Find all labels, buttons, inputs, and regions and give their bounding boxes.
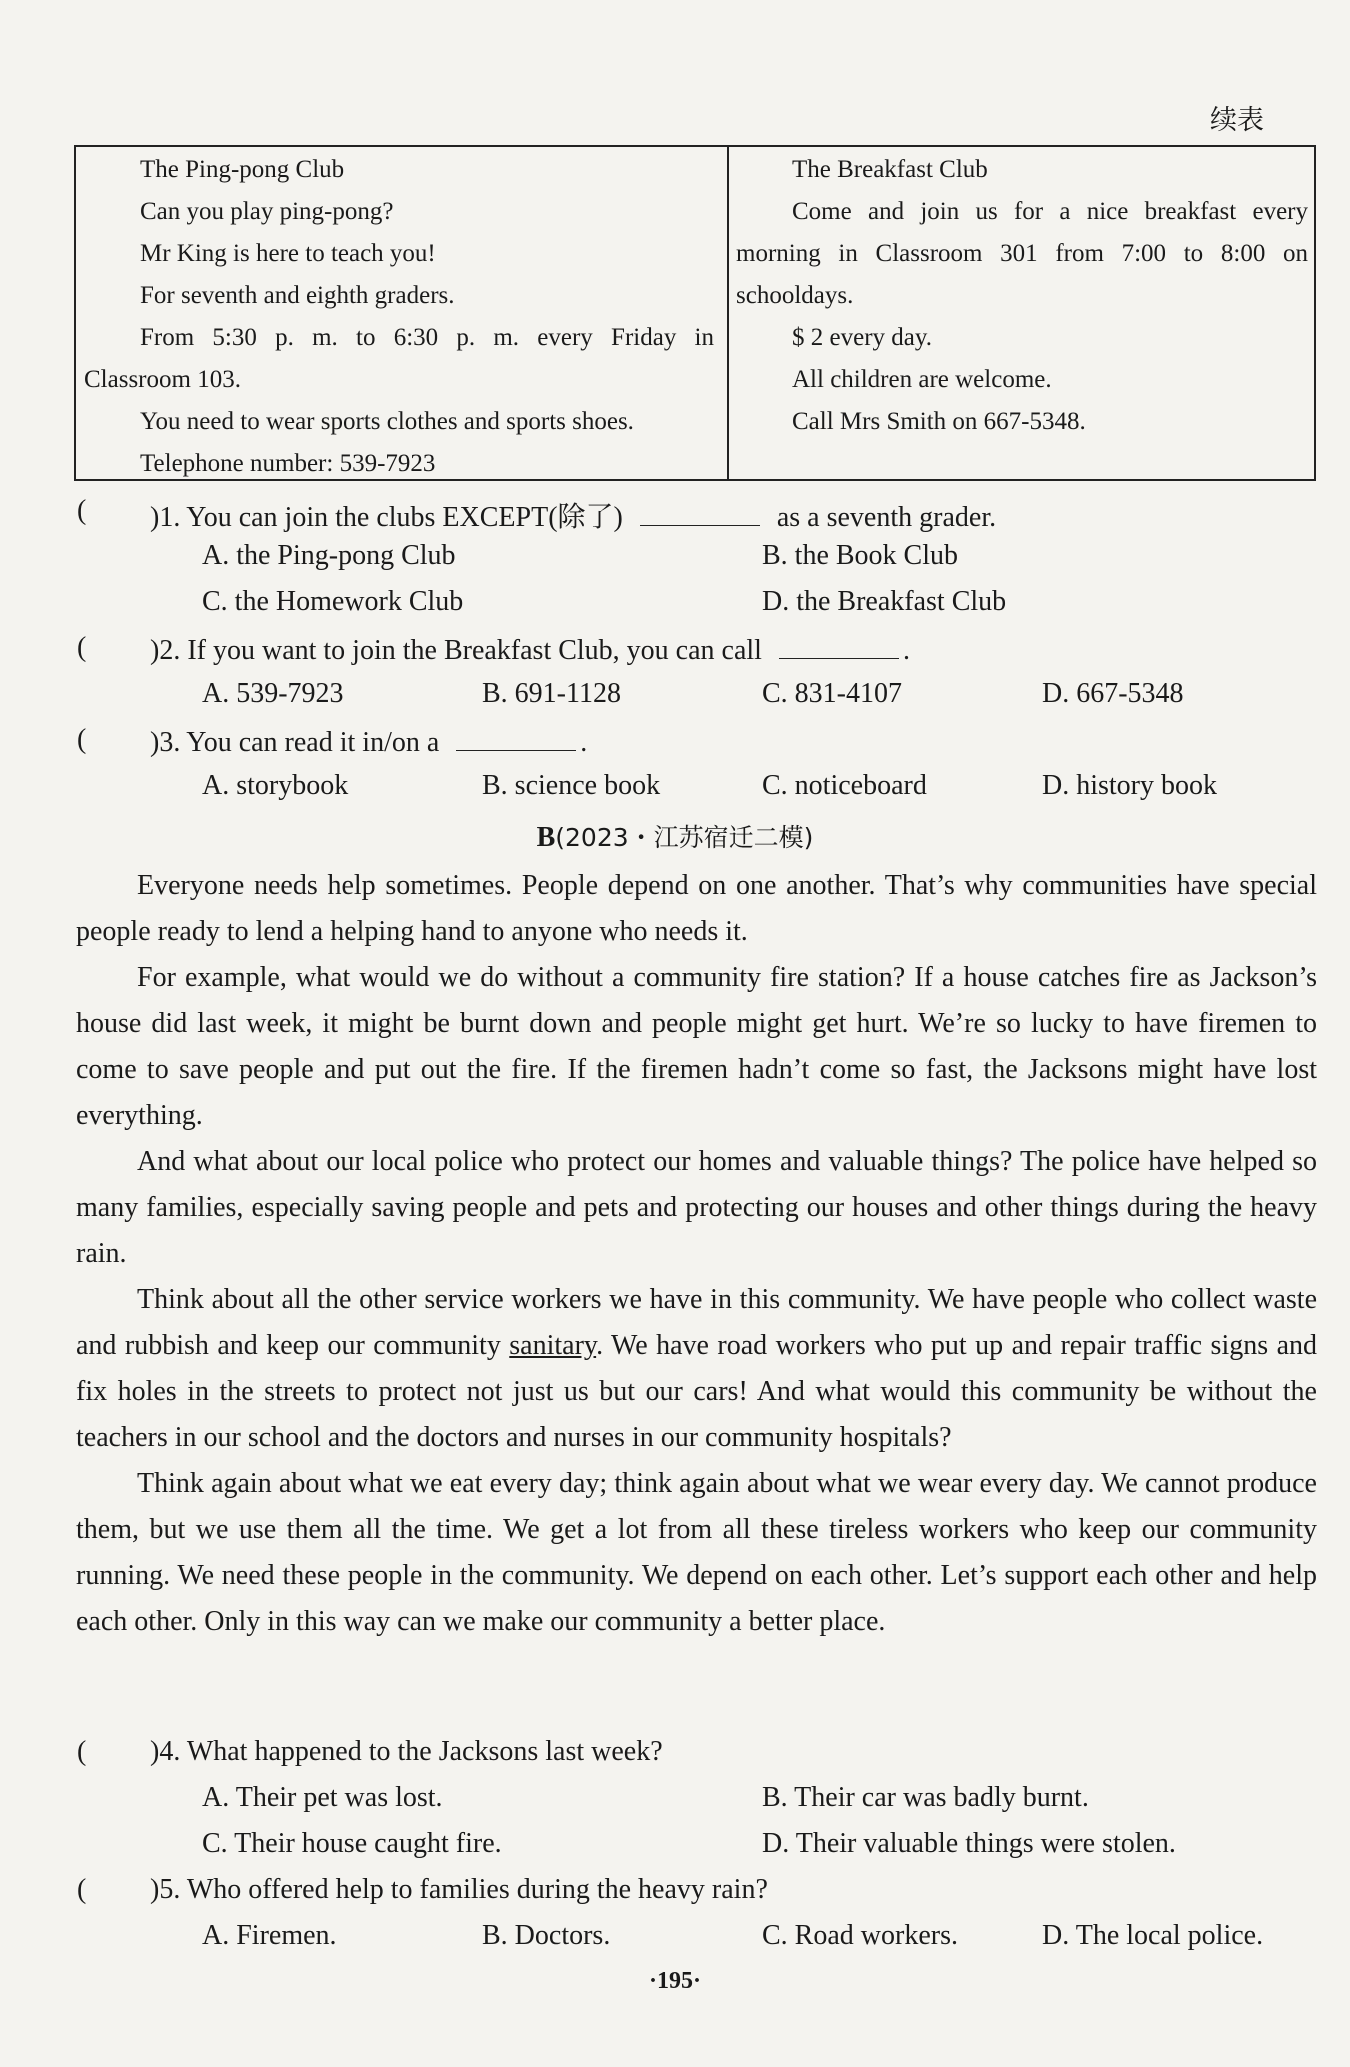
pingpong-line: Mr King is here to teach you! [140, 240, 436, 267]
option[interactable]: A. 539-7923 [202, 678, 344, 709]
answer-blank[interactable] [456, 724, 576, 751]
option[interactable]: C. Road workers. [762, 1920, 958, 1951]
clubs-table [74, 145, 1316, 481]
passage-paragraph: For example, what would we do without a community fire station? If a house catches fire as Jackson’s house did last week, it might be burnt down and people might get hurt. We’re so lucky to have firemen to come to save people and put out the fire. If the firemen hadn’t come so fast, the Jacksons might have lost everything. [76, 962, 1317, 1131]
option[interactable]: A. Firemen. [202, 1920, 337, 1951]
pingpong-club-cell [84, 147, 714, 485]
passage-text: . We have road workers who put up and repair traffic signs and fix holes in the streets to protect not just us but our cars! And what would this community be without the teachers in our school and the doctors and nurses in our community hospitals? [76, 1330, 1317, 1453]
answer-paren: ( [77, 495, 87, 526]
breakfast-phone: Call Mrs Smith on 667-5348. [792, 408, 1086, 435]
question-stem: )2. If you want to join the Breakfast Club, you can call [150, 635, 762, 666]
pingpong-line: Classroom 103. [84, 366, 241, 393]
question-1 [150, 495, 996, 535]
option[interactable]: D. the Breakfast Club [762, 586, 1007, 617]
page-number: ·195· [648, 1968, 701, 1994]
question-stem-after: . [580, 727, 588, 758]
answer-blank[interactable] [640, 499, 760, 526]
question-stem: )1. You can join the clubs EXCEPT(除了) [150, 502, 623, 533]
option[interactable]: D. 667-5348 [1042, 678, 1184, 709]
breakfast-line: schooldays. [736, 282, 854, 309]
option[interactable]: B. 691-1128 [482, 678, 621, 709]
pingpong-line: For seventh and eighth graders. [140, 282, 455, 309]
answer-paren: ( [77, 724, 87, 755]
answer-blank[interactable] [779, 632, 899, 659]
pingpong-club-name: The Ping-pong Club [140, 156, 345, 183]
underlined-word: sanitary [509, 1330, 597, 1361]
option[interactable]: C. the Homework Club [202, 586, 464, 617]
option[interactable]: C. Their house caught fire. [202, 1828, 502, 1859]
question-stem-after: . [902, 635, 910, 666]
continued-label: 续表 [1210, 105, 1264, 136]
question-4: )4. What happened to the Jacksons last week? [150, 1736, 663, 1767]
option[interactable]: A. Their pet was lost. [202, 1782, 443, 1813]
passage-paragraph: And what about our local police who protect our homes and valuable things? The police have helped so many families, especially saving people and pets and protecting our houses and other things during the heavy rain. [76, 1146, 1317, 1269]
breakfast-club-cell [736, 147, 1308, 443]
question-stem: )3. You can read it in/on a [150, 727, 440, 758]
pingpong-line: From 5:30 p. m. to 6:30 p. m. every Friday in [140, 324, 714, 351]
option[interactable]: C. noticeboard [762, 770, 927, 801]
breakfast-line: All children are welcome. [792, 366, 1052, 393]
question-stem-after: as a seventh grader. [776, 502, 997, 533]
option[interactable]: B. Doctors. [482, 1920, 611, 1951]
breakfast-line: Come and join us for a nice breakfast every [792, 198, 1308, 225]
section-source: (2023・江苏宿迁二模) [555, 823, 814, 852]
question-3 [150, 724, 587, 759]
option[interactable]: D. Their valuable things were stolen. [762, 1828, 1176, 1859]
passage-paragraph [76, 1277, 1317, 1461]
option[interactable]: A. the Ping-pong Club [202, 540, 456, 571]
passage-paragraph: Everyone needs help sometimes. People depend on one another. That’s why communities have special people ready to lend a helping hand to anyone who needs it. [76, 870, 1317, 947]
option[interactable]: B. Their car was badly burnt. [762, 1782, 1089, 1813]
breakfast-club-name: The Breakfast Club [792, 156, 988, 183]
breakfast-line: $ 2 every day. [792, 324, 932, 351]
option[interactable]: D. history book [1042, 770, 1217, 801]
option[interactable]: B. the Book Club [762, 540, 959, 571]
pingpong-phone: Telephone number: 539-7923 [140, 450, 436, 477]
answer-paren: ( [77, 632, 87, 663]
pingpong-line: You need to wear sports clothes and sports shoes. [140, 408, 634, 435]
question-5: )5. Who offered help to families during the heavy rain? [150, 1874, 768, 1905]
option[interactable]: B. science book [482, 770, 661, 801]
option[interactable]: A. storybook [202, 770, 349, 801]
table-divider [727, 147, 729, 479]
answer-paren: ( [77, 1874, 87, 1905]
pingpong-line: Can you play ping-pong? [140, 198, 394, 225]
answer-paren: ( [77, 1736, 87, 1767]
reading-passage [76, 863, 1317, 1645]
option[interactable]: C. 831-4107 [762, 678, 902, 709]
question-2 [150, 632, 910, 667]
section-b-title [0, 818, 1350, 854]
breakfast-line: morning in Classroom 301 from 7:00 to 8:00 on [736, 240, 1308, 267]
section-letter: B [536, 822, 556, 853]
passage-paragraph: Think again about what we eat every day; think again about what we wear every day. We cannot produce them, but we use them all the time. We get a lot from all these tireless workers who keep our community running. We need these people in the community. We depend on each other. Let’s support each other and help each other. Only in this way can we make our community a better place. [76, 1468, 1317, 1637]
option[interactable]: D. The local police. [1042, 1920, 1264, 1951]
passage-text: Think about all the other service workers we have in this community. We have people who collect waste and rubbish and keep our community [76, 1284, 1317, 1361]
